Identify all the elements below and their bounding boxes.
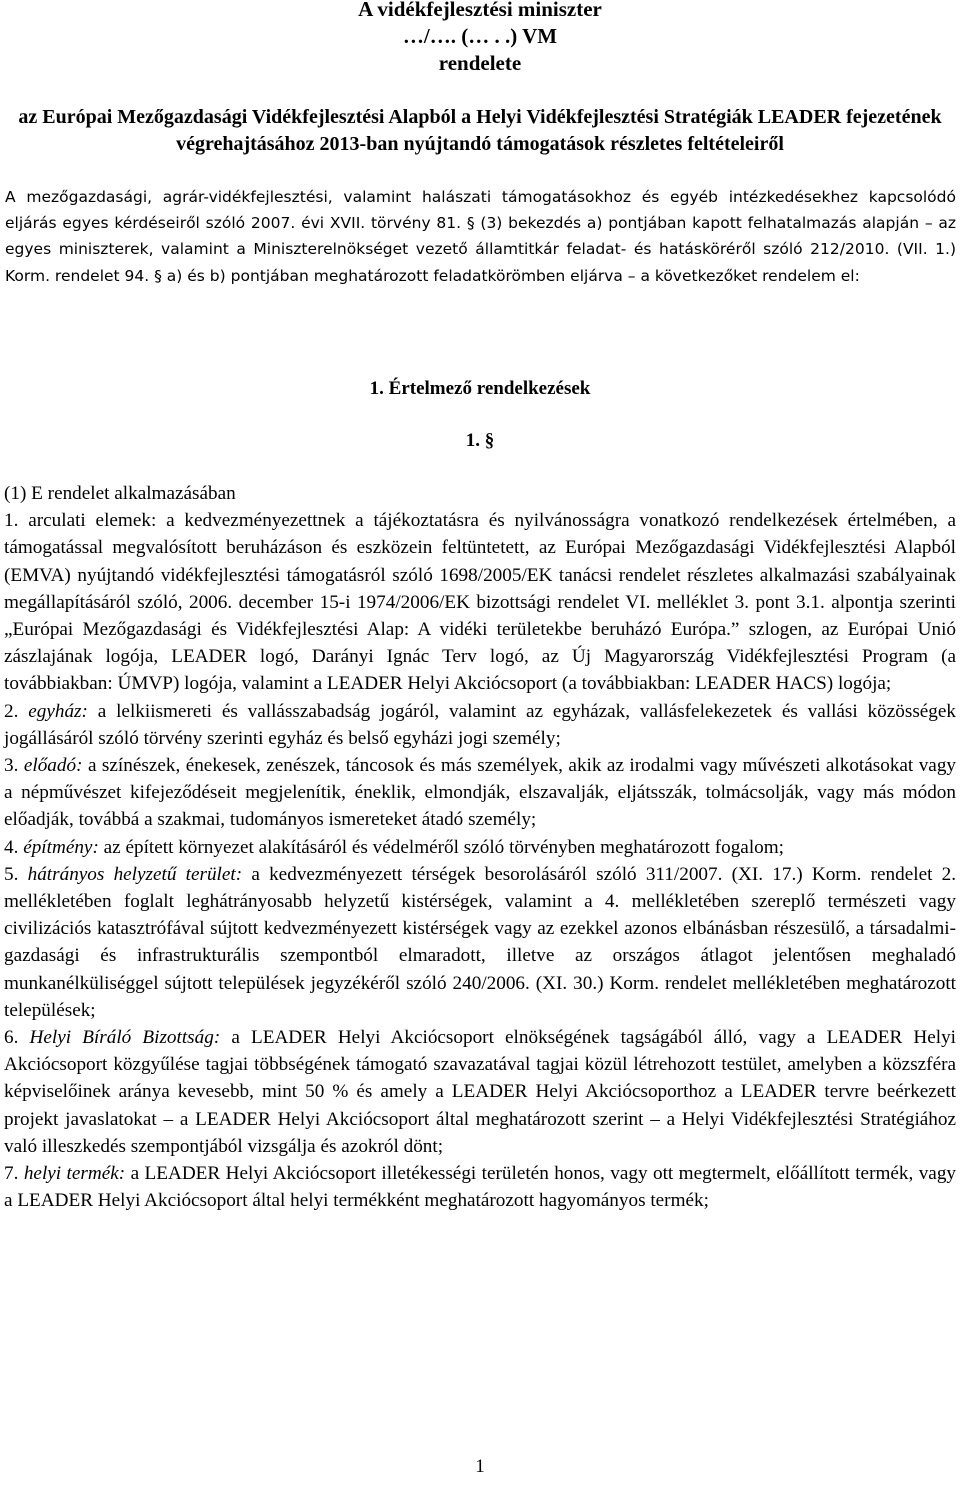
definition-text: a LEADER Helyi Akciócsoport illetékességi területén honos, vagy ott megtermelt, előállított termék, vagy a LEADER Helyi Akciócsoport által helyi termékként meghatározott hagyományos termék; — [4, 1163, 957, 1212]
definition-text: arculati elemek: a kedvezményezettnek a tájékoztatásra és nyilvánosságra vonatkozó rendelkezések értelmében, a támogatással megvalósított beruházáson és eszközein feltüntetett, az Európai Mezőgazdasági Vidékfejlesztési Alapból (EMVA) nyújtandó vidékfejlesztési támogatásról szóló 1698/2005/EK tanácsi rendelet részletes alkalmazási szabályainak megállapításáról szóló, 2006. december 15-i 1974/2006/EK bizottsági rendelet VI. melléklet 3. pont 3.1. alpontja szerinti „Európai Mezőgazdasági és Vidékfejlesztési Alap: A vidéki területekbe beruházó Európa.” szlogen, az Európai Unió zászlajának logója, LEADER logó, Darányi Ignác Terv logó, az Új Magyarország Vidékfejlesztési Program (a továbbiakban: ÚMVP) logója, valamint a LEADER Helyi Akciócsoport (a továbbiakban: LEADER HACS) logója; — [4, 510, 957, 695]
definition-term: hátrányos helyzetű terület: — [27, 863, 243, 885]
decree-word: rendelete — [438, 51, 522, 75]
definition-number: 1. — [4, 510, 19, 532]
definition-item — [4, 861, 956, 1024]
decree-number: …/…. (… . .) VM — [402, 24, 558, 48]
section-heading: 1. Értelmező rendelkezések — [369, 378, 591, 399]
page-number: 1 — [475, 1456, 485, 1477]
definition-text: a LEADER Helyi Akciócsoport elnökségének tagságából álló, vagy a LEADER Helyi Akciócsoport közgyűlése tagjai többségének támogató szavazatával tagjai közül létrehozott testület, amelyben a közszféra képviselőinek aránya kevesebb, mint 50 % és amely a LEADER Helyi Akciócsoporthoz a LEADER tervre beérkezett projekt javaslatokat – a LEADER Helyi Akciócsoport által meghatározott szerint – a Helyi Vidékfejlesztési Stratégiához való illeszkedés szempontjából vizsgálja és azokról dönt; — [4, 1027, 957, 1157]
minister-title: A vidékfejlesztési miniszter — [358, 0, 602, 21]
definition-number: 7. — [4, 1163, 19, 1185]
definition-number: 4. — [4, 836, 19, 858]
paragraph-mark: 1. § — [465, 430, 495, 451]
definition-text: az épített környezet alakításáról és védelméről szóló törvényben meghatározott fogalom; — [103, 836, 785, 858]
preamble-paragraph: A mezőgazdasági, agrár-vidékfejlesztési, valamint halászati támogatásokhoz és egyéb intézkedésekhez kapcsolódó eljárás egyes kérdéseiről szóló 2007. évi XVII. törvény 81. § (3) bekezdés a) pontjában kapott felhatalmazás alapján – az egyes miniszterek, valamint a Miniszterelnökséget vezető államtitkár feladat- és hatásköréről szóló 212/2010. (VII. 1.) Korm. rendelet 94. § a) és b) pontjában meghatározott feladatkörömben eljárva – a következőket rendelem el: — [5, 188, 956, 285]
decree-header — [0, 0, 960, 77]
definition-term: helyi termék: — [23, 1163, 126, 1185]
definition-item — [4, 752, 956, 834]
definition-item — [4, 834, 956, 861]
definition-item — [4, 507, 956, 697]
definition-term: Helyi Bíráló Bizottság: — [29, 1027, 221, 1049]
definition-number: 6. — [4, 1027, 19, 1049]
definition-item — [4, 1024, 956, 1160]
definition-text: a lelkiismereti és vallásszabadság jogáról, valamint az egyházak, vallásfelekezetek és vallási közösségek jogállásáról szóló törvény szerinti egyház és belső egyházi jogi személy; — [4, 700, 957, 749]
definition-term: egyház: — [28, 700, 88, 722]
definition-item — [4, 1160, 956, 1214]
definitions-intro: (1) E rendelet alkalmazásában — [4, 483, 236, 504]
definition-number: 3. — [4, 755, 19, 777]
definition-item — [4, 698, 956, 752]
decree-subtitle: az Európai Mezőgazdasági Vidékfejlesztési Alapból a Helyi Vidékfejlesztési Stratégiák LEADER fejezetének végrehajtásához 2013-ban nyújtandó támogatások részletes feltételeiről — [18, 106, 942, 155]
definition-term: előadó: — [23, 755, 83, 777]
definition-number: 2. — [4, 700, 19, 722]
definition-term: építmény: — [23, 836, 99, 858]
definition-text: a kedvezményezett térségek besorolásáról szóló 311/2007. (XI. 17.) Korm. rendelet 2. mellékletében foglalt leghátrányosabb helyzetű kistérségek, valamint a 4. mellékletében szereplő természeti vagy civilizációs katasztrófával sújtott kedvezményezett kistérségek vagy az ezekkel azonos elbánásban részesülő, a társadalmi-gazdasági és infrastrukturális szempontból elmaradott, illetve az országos átlagot jelentősen meghaladó munkanélküliséggel sújtott települések jegyzékéről szóló 240/2006. (XI. 30.) Korm. rendelet mellékletében meghatározott települések; — [4, 863, 957, 1021]
definitions-body — [4, 480, 956, 1214]
definition-number: 5. — [4, 863, 19, 885]
definition-text: a színészek, énekesek, zenészek, táncosok és más személyek, akik az irodalmi vagy művészeti alkotásokat vagy a népművészet kifejeződéseit megjelenítik, éneklik, elmondják, elszavalják, eljátsszák, tolmácsolják, vagy más módon előadják, továbbá a szakmai, tudományos ismereteket átadó személy; — [4, 755, 957, 831]
